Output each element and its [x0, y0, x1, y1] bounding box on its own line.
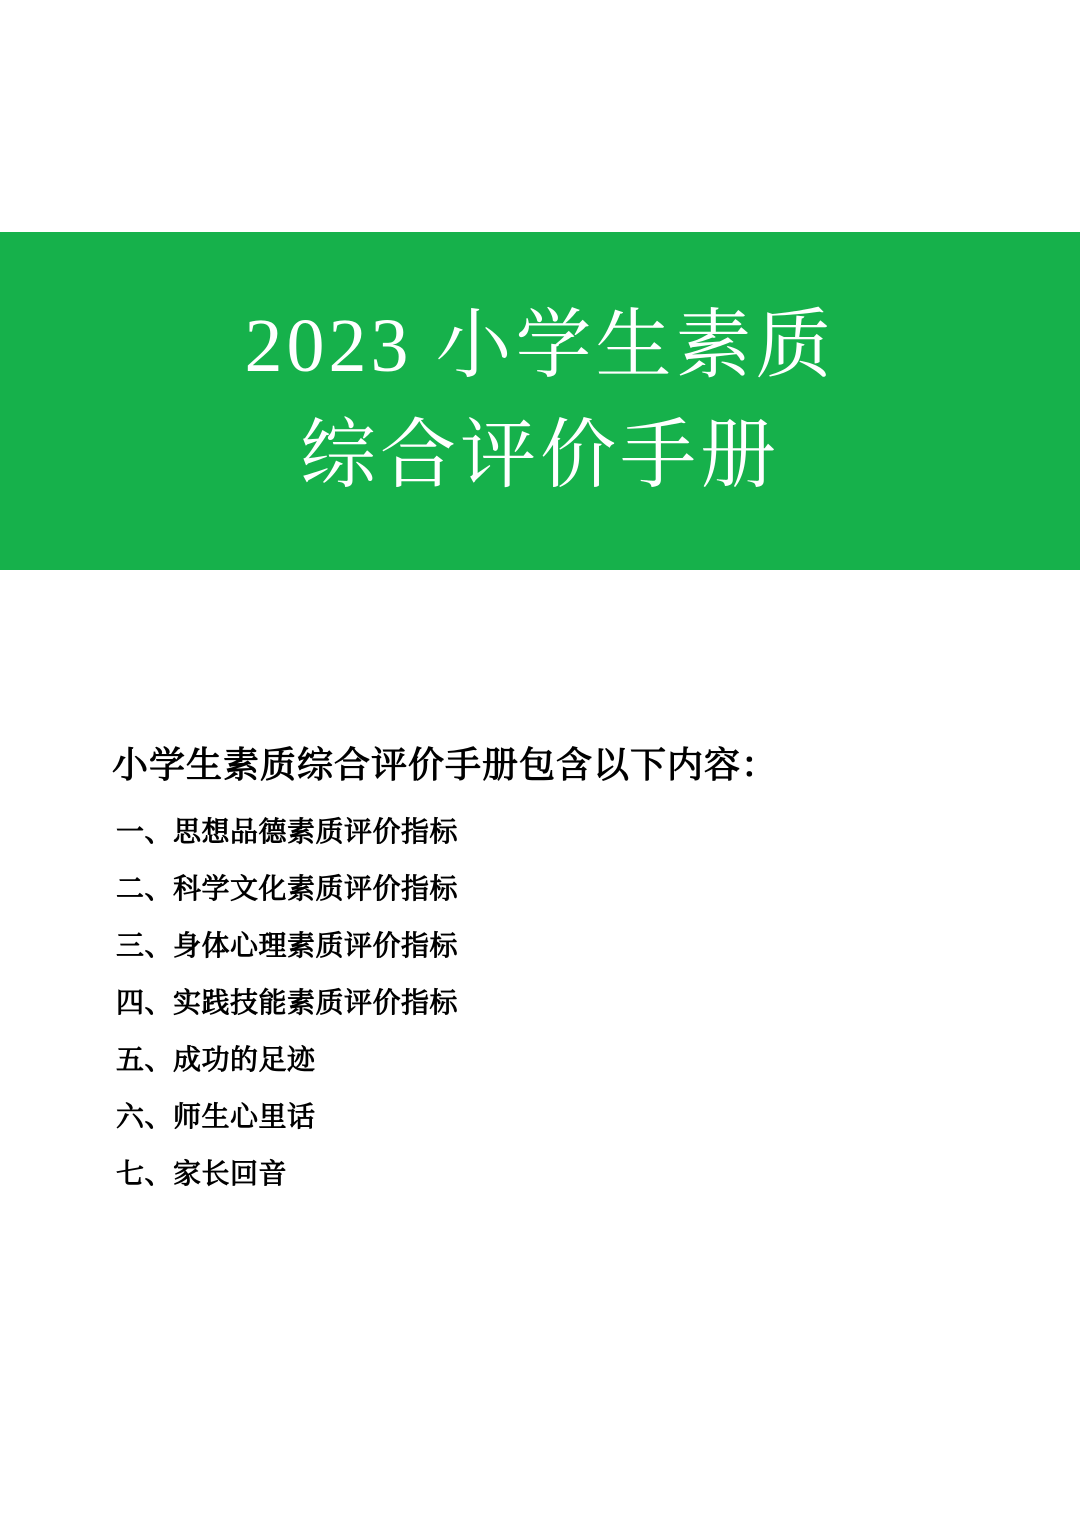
list-item: 五、成功的足迹 — [116, 1044, 316, 1076]
content-block — [112, 742, 972, 1218]
title-line-1: 2023 小学生素质 — [244, 303, 836, 388]
list-item: 六、师生心里话 — [116, 1101, 316, 1133]
list-item: 三、身体心理素质评价指标 — [116, 930, 459, 962]
list-item: 一、思想品德素质评价指标 — [116, 816, 459, 848]
content-heading: 小学生素质综合评价手册包含以下内容： — [112, 745, 779, 785]
list-item: 二、科学文化素质评价指标 — [116, 873, 459, 905]
title-banner — [0, 232, 1080, 570]
list-item: 四、实践技能素质评价指标 — [116, 987, 459, 1019]
table-of-contents-list — [112, 816, 972, 1190]
list-item: 七、家长回音 — [116, 1158, 288, 1190]
title-line-2: 综合评价手册 — [300, 414, 780, 498]
